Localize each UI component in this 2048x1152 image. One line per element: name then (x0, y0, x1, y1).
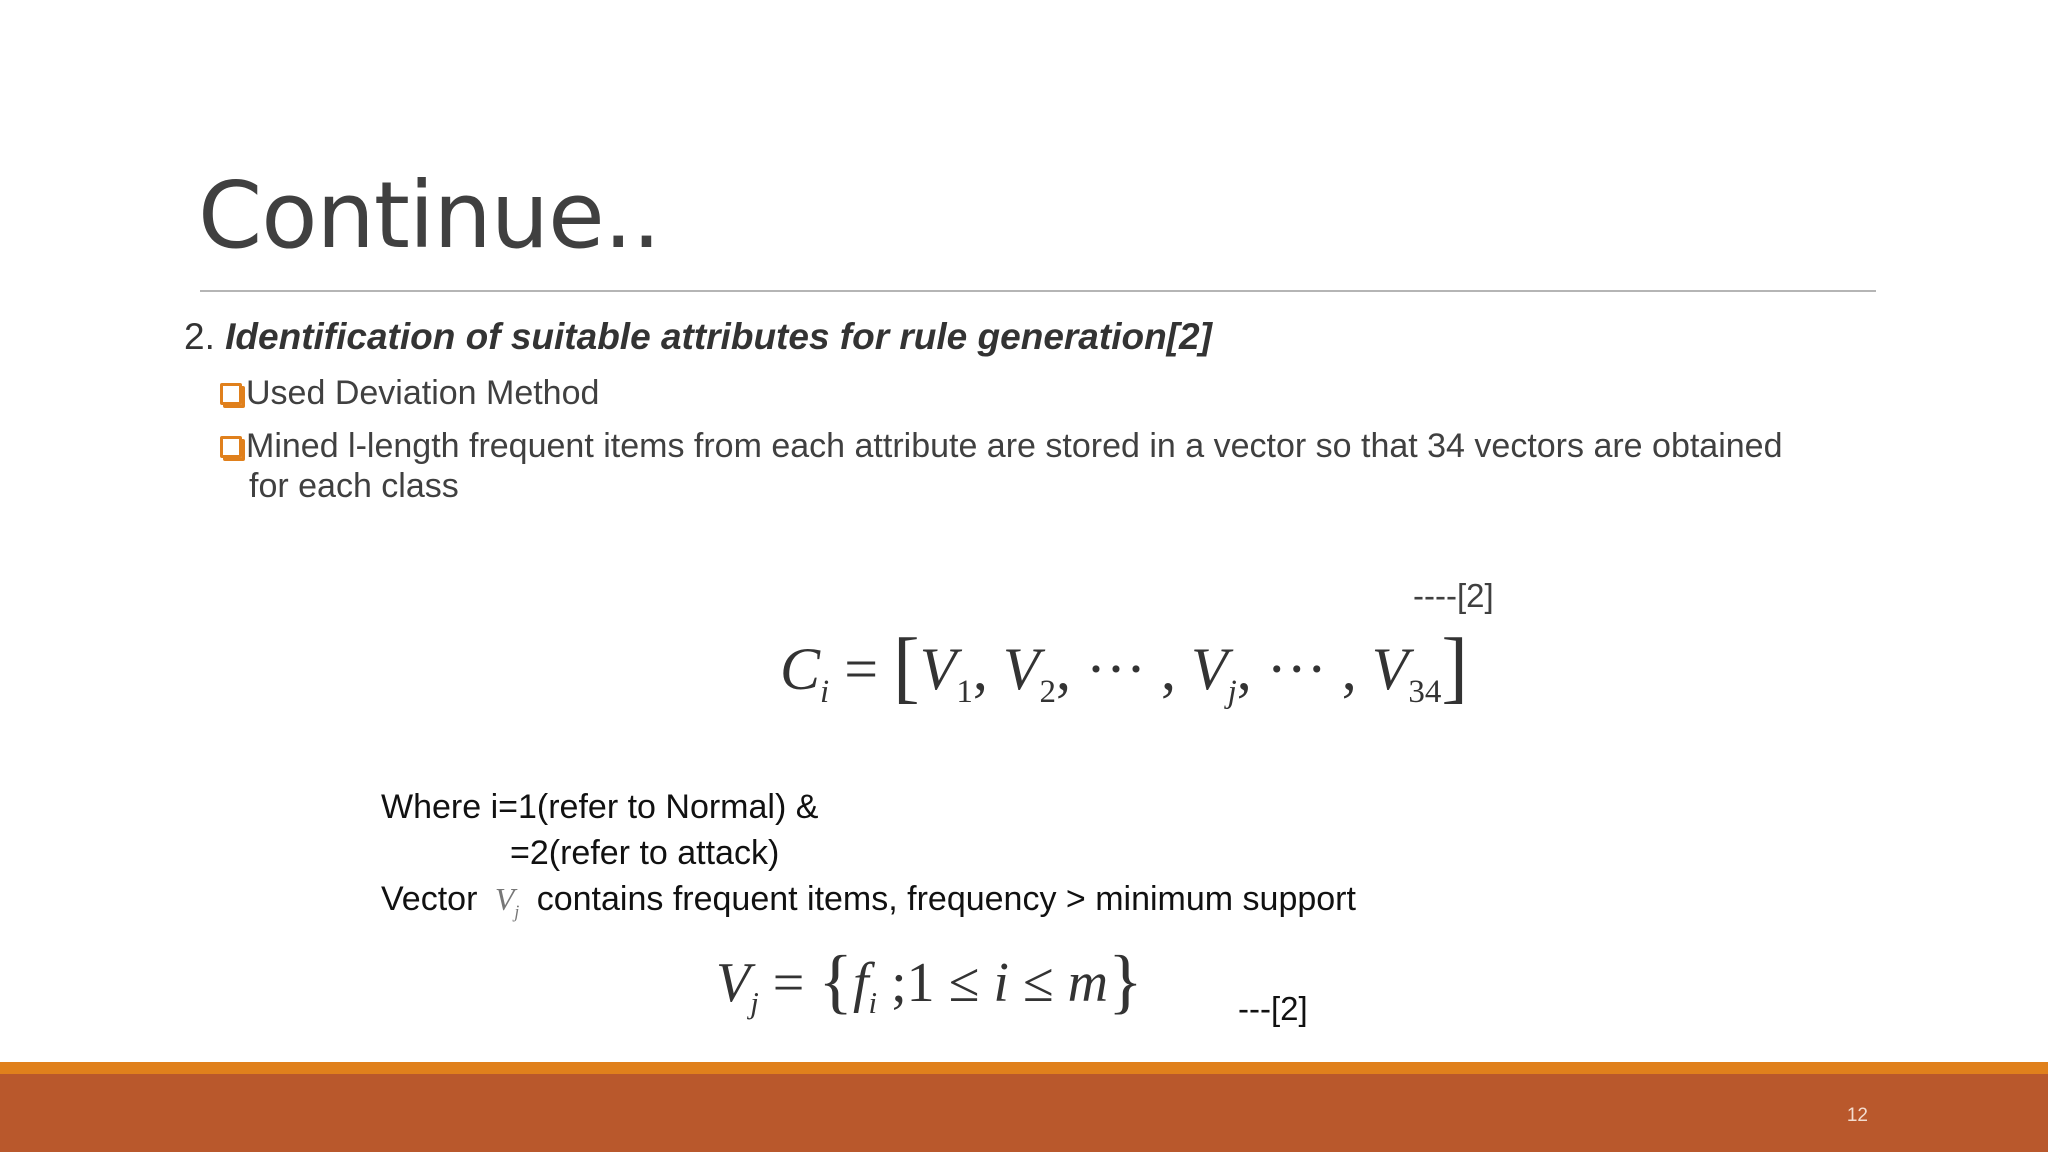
footer-bar (0, 1074, 2048, 1152)
vector-line (381, 880, 1356, 922)
checkbox-bullet-icon (220, 383, 242, 405)
bullet-text: Mined l-length frequent items from each attribute are stored in a vector so that 34 vectors are obtained (246, 427, 1783, 465)
bullet-text: Used Deviation Method (246, 374, 600, 412)
vector-prefix: Vector (381, 880, 478, 918)
where-line-2: =2(refer to attack) (510, 834, 780, 872)
footer-accent-bar (0, 1062, 2048, 1074)
bullet-continuation: for each class (249, 467, 459, 505)
checkbox-bullet-icon (220, 436, 242, 458)
heading-number: 2. (184, 316, 215, 357)
bullet-item (220, 372, 599, 414)
reference-label: ----[2] (1413, 577, 1494, 614)
where-line-1: Where i=1(refer to Normal) & (381, 788, 819, 826)
heading-text: Identification of suitable attributes for rule generation[2] (225, 316, 1212, 357)
bullet-item (220, 425, 1783, 467)
frequent-items-formula: $V_j = \{f_i$ ;1 ≤ i ≤ m} (716, 941, 1143, 1021)
section-heading (184, 316, 1212, 358)
page-number: 12 (1846, 1105, 1868, 1126)
reference-label-bottom: ---[2] (1238, 990, 1308, 1027)
class-vector-formula: $C_i = [V_1$, $V_2$, ··· , $V_j$, ··· , $V_{34}$] (780, 623, 1469, 711)
title-divider (200, 290, 1876, 292)
vj-symbol: $V_j$ (494, 881, 520, 922)
vector-suffix: contains frequent items, frequency > minimum support (536, 880, 1356, 918)
slide-title: Continue.. (198, 162, 661, 269)
